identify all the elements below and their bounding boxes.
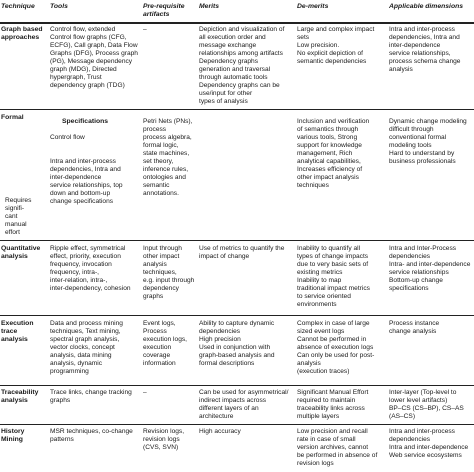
row-formal-technique: Formal bbox=[1, 114, 24, 121]
row-divider bbox=[0, 109, 474, 110]
row-quant-demerits: Inability to quantify all types of change impacts due to very basic sets of existing metrics Inability to map traditional impact metrics to service oriented environments bbox=[297, 245, 370, 308]
row-exec-demerits: Complex in case of large sized event logs Cannot be performed in absence of execution logs Can only be used for post-analysis (execution traces) bbox=[297, 320, 375, 375]
row-history-tools: MSR techniques, co-change patterns bbox=[50, 428, 133, 443]
row-quant-dimensions: Intra and Inter-Process dependencies Intra- and inter-dependence service relationships Bottom-up change specifications bbox=[389, 245, 471, 292]
header-technique: Technique bbox=[1, 3, 35, 10]
row-graph-technique: Graph based approaches bbox=[1, 26, 43, 41]
row-divider bbox=[0, 385, 474, 386]
row-trace-dimensions: Inter-layer (Top-level to lower level artifacts) BP–CS (CS–BP), CS–AS (AS–CS) bbox=[389, 389, 464, 420]
header-demerits: De-merits bbox=[297, 3, 329, 10]
row-formal-prereq: Petri Nets (PNs), process process algebra, formal logic, state machines, set theory, inference rules, ontologies and semantic annotations. bbox=[143, 118, 193, 197]
row-formal-requires: Requires signifi- cant manual effort bbox=[5, 197, 32, 236]
row-history-merits: High accuracy bbox=[199, 428, 241, 435]
header-prereq: Pre-requisite artifacts bbox=[143, 3, 185, 18]
row-history-prereq: Revision logs, revision logs (CVS, SVN) bbox=[143, 428, 185, 451]
row-trace-tools: Trace links, change tracking graphs bbox=[50, 389, 132, 404]
row-quant-merits: Use of metrics to quantify the impact of change bbox=[199, 245, 285, 260]
row-quant-prereq: Input through other impact analysis techniques, e.g. input through dependency graphs bbox=[143, 245, 195, 300]
header-tools: Tools bbox=[50, 3, 68, 10]
row-quant-tools: Ripple effect, symmetrical effect, priority, execution frequency, invocation frequency, intra-, inter-relation, intra-, inter-dependency, cohesion bbox=[50, 245, 131, 292]
row-formal-tools: Control flow Intra and inter-process dependencies, Intra and inter-dependence service relationships, top down and bottom-up change specifications bbox=[50, 134, 123, 205]
row-exec-merits: Ability to capture dynamic dependencies High precision Used in conjunction with graph-based analysis and formal descriptions bbox=[199, 320, 275, 367]
row-trace-merits: Can be used for asymmetrical/ indirect impacts across different layers of an architecture bbox=[199, 389, 289, 420]
row-exec-prereq: Event logs, Process execution logs, execution coverage information bbox=[143, 320, 187, 367]
row-divider bbox=[0, 240, 474, 241]
row-graph-prereq: – bbox=[143, 26, 147, 33]
row-exec-dimensions: Process instance change analysis bbox=[389, 320, 440, 335]
row-graph-dimensions: Intra and inter-process dependencies, Intra and inter-dependence service relationships, process schema change analysis bbox=[389, 26, 461, 73]
row-history-demerits: Low precision and recall rate in case of small version archives, cannot be performed in absence of revision logs bbox=[297, 428, 378, 467]
row-formal-dimensions: Dynamic change modeling difficult through conventional formal modeling tools Hard to understand by business professionals bbox=[389, 118, 467, 165]
row-formal-specifications: Specifications bbox=[62, 118, 109, 125]
row-graph-merits: Depiction and visualization of all execution order and message exchange relationships among artifacts Dependency graphs generation and traversal through automatic tools Dependency graphs can be use/input for other types of analysis bbox=[199, 26, 285, 105]
row-trace-demerits: Significant Manual Effort required to maintain traceability links across multiple layers bbox=[297, 389, 369, 420]
header-dimensions: Applicable dimensions bbox=[389, 3, 464, 10]
row-formal-demerits: Inclusion and verification of semantics through various tools, Strong support for knowledge management, Rich analytical capabilities, Increases efficiency of other impact analysis techniques bbox=[297, 118, 370, 189]
row-graph-demerits: Large and complex impact sets Low precision. No explicit depiction of semantic dependencies bbox=[297, 26, 375, 65]
row-history-dimensions: Intra and inter-process dependencies Intra and inter-dependence Web service ecosystems bbox=[389, 428, 469, 459]
row-exec-technique: Execution trace analysis bbox=[1, 320, 34, 343]
row-graph-tools: Control flow, extended Control flow graphs (CFG, ECFG), Call graph, Data Flow Graphs (DFG), Process graph (PG), Message dependency graph (MDG), Directed hypergraph, Trust dependency graph (TDG) bbox=[50, 26, 138, 89]
row-exec-tools: Data and process mining techniques, Text mining, spectral graph analysis, vector clocks, concept analysis, data mining analysis, dynamic programming bbox=[50, 320, 123, 375]
row-quant-technique: Quantitative analysis bbox=[1, 245, 41, 260]
row-history-technique: History Mining bbox=[1, 428, 25, 443]
row-trace-technique: Traceability analysis bbox=[1, 389, 39, 404]
row-divider bbox=[0, 424, 474, 425]
header-rule bbox=[0, 22, 474, 24]
row-trace-prereq: – bbox=[143, 389, 147, 396]
row-divider bbox=[0, 315, 474, 316]
header-merits: Merits bbox=[199, 3, 220, 10]
